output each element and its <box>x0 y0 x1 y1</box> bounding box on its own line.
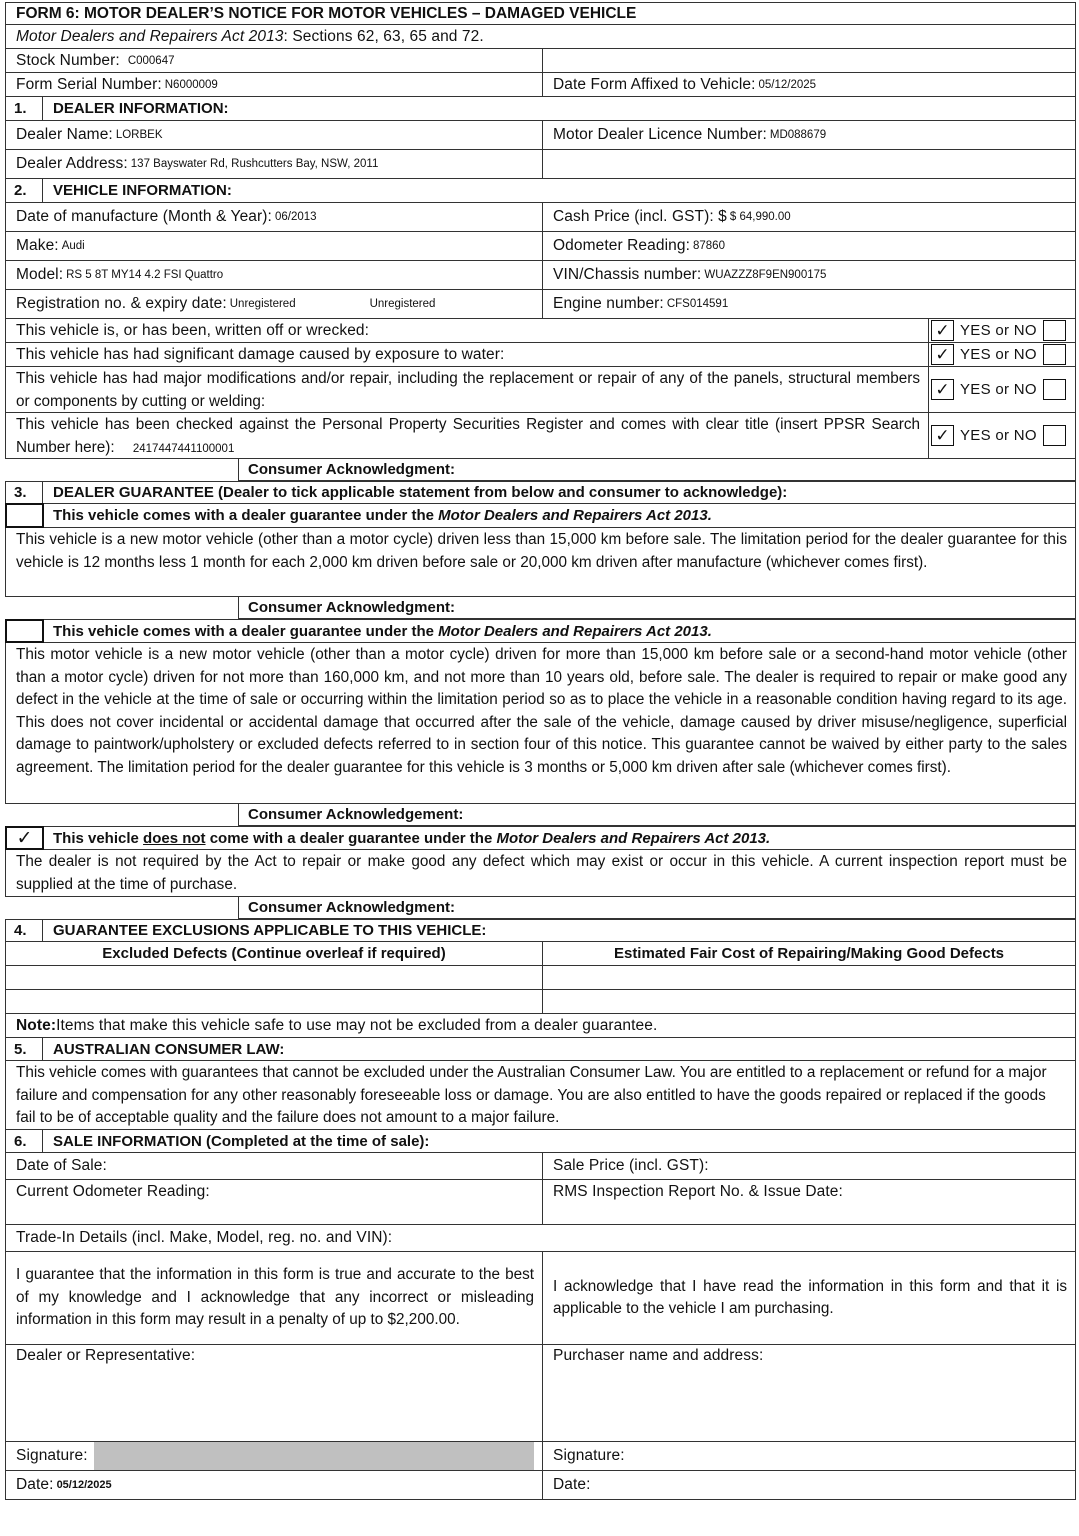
yes-no-selector <box>928 367 1075 412</box>
registration-expiry-value: Unregistered <box>369 298 436 310</box>
act-sections: : Sections 62, 63, 65 and 72. <box>283 27 484 45</box>
model-vin-row <box>5 261 1076 290</box>
guarantee-option-3-body-row <box>5 850 1076 897</box>
cash-price-field[interactable] <box>543 203 1075 231</box>
guarantee-option-1-row <box>5 504 1076 528</box>
engine-number-label: Engine number: <box>553 295 664 312</box>
act-name: Motor Dealers and Repairers Act 2013 <box>16 27 284 45</box>
vin-field[interactable] <box>543 261 1075 289</box>
yes-or-no-label: YES or NO <box>960 427 1037 444</box>
note-text: Items that make this vehicle safe to use may not be excluded from a dealer guarantee. <box>56 1016 658 1034</box>
yes-checkbox[interactable]: ✓ <box>931 425 954 446</box>
dealer-signature-field[interactable] <box>6 1442 543 1470</box>
registration-value: Unregistered <box>229 298 296 310</box>
cash-price-label: Cash Price (incl. GST): $ <box>553 208 727 225</box>
declarations-row <box>5 1252 1076 1345</box>
trade-in-field[interactable]: Trade-In Details (incl. Make, Model, reg. no. and VIN): <box>16 1229 393 1246</box>
manufacture-date-field[interactable] <box>6 203 543 231</box>
engine-number-value: CFS014591 <box>666 298 729 310</box>
question-text: This vehicle has had significant damage caused by exposure to water: <box>16 345 505 363</box>
section-6-number: 6. <box>6 1130 43 1152</box>
section-1-title: DEALER INFORMATION: <box>53 100 229 117</box>
dealer-signature-label: Signature: <box>16 1447 88 1464</box>
yes-no-selector <box>928 413 1075 458</box>
vin-value: WUAZZZ8F9EN900175 <box>704 269 827 281</box>
date-row <box>5 1471 1076 1500</box>
form-serial-field[interactable] <box>6 73 543 96</box>
dealer-name-label: Dealer Name: <box>16 126 113 143</box>
date-affixed-label: Date Form Affixed to Vehicle: <box>553 75 756 93</box>
section-2-header <box>5 179 1076 203</box>
guarantee-option-2-body-row <box>5 643 1076 804</box>
odometer-rms-row <box>5 1180 1076 1225</box>
consumer-law-body-row <box>5 1061 1076 1130</box>
stock-number-blank <box>543 49 1075 72</box>
dealer-address-field[interactable] <box>6 150 543 178</box>
consumer-acknowledgment-row <box>5 597 1076 619</box>
form-serial-label: Form Serial Number: <box>16 75 162 93</box>
guarantee-option-3-checkbox[interactable]: ✓ <box>5 826 44 850</box>
dealer-name-value: LORBEK <box>115 129 163 141</box>
statement-text: This vehicle <box>53 829 139 847</box>
licence-number-value: MD088679 <box>769 129 827 141</box>
question-text: This vehicle is, or has been, written off or wrecked: <box>16 321 370 339</box>
consumer-acknowledgment-field[interactable]: Consumer Acknowledgment: <box>238 459 1076 481</box>
no-checkbox[interactable] <box>1043 379 1066 400</box>
dealer-date-label: Date: <box>16 1476 54 1493</box>
excluded-defects-header: Excluded Defects (Continue overleaf if required) <box>6 942 543 965</box>
yes-no-selector <box>928 319 1075 342</box>
odometer-field[interactable] <box>543 232 1075 260</box>
statement-text: This vehicle comes with a dealer guarantee under the <box>53 507 434 524</box>
parties-row <box>5 1345 1076 1442</box>
vin-label: VIN/Chassis number: <box>553 266 702 283</box>
manufacture-date-label: Date of manufacture (Month & Year): <box>16 208 272 225</box>
make-value: Audi <box>61 240 85 252</box>
dealer-representative-field[interactable]: Dealer or Representative: <box>6 1345 543 1441</box>
act-name: Motor Dealers and Repairers Act 2013. <box>496 829 771 847</box>
dealer-declaration-cell <box>6 1252 543 1344</box>
section-1-header <box>5 97 1076 121</box>
consumer-acknowledgment-row <box>5 459 1076 481</box>
yes-or-no-label: YES or NO <box>960 346 1037 363</box>
yes-or-no-label: YES or NO <box>960 322 1037 339</box>
purchaser-date-field[interactable]: Date: <box>553 1476 591 1493</box>
yes-or-no-label: YES or NO <box>960 381 1037 398</box>
section-4-header <box>5 919 1076 942</box>
guarantee-option-2-body: This motor vehicle is a new motor vehicle (other than a motor cycle) driven for more than 15,000 km before sale or a second-hand motor vehicle (other than a motor cycle) driven for not more than 160,000 km, and not more than 10 years old, before sale. The dealer is required to repair or make good any defect in the vehicle at the time of sale or occurring within the limitation period so as to place the vehicle in a reasonable condition having regard to its age. This does not cover incidental or accidental damage that occurred after the sale of the vehicle, damage caused by driver misuse/negligence, superficial damage to paintwork/upholstery or excluded defects referred to in section four of this notice. This guarantee cannot be waived by either party to the sales agreement. The limitation period for the dealer guarantee for this vehicle is 3 months or 5,000 km driven after sale (whichever comes first). <box>16 646 1067 776</box>
dealer-date-field[interactable] <box>6 1471 543 1499</box>
section-5-number: 5. <box>6 1038 43 1060</box>
damaged-vehicle-notice-form <box>5 2 1076 1500</box>
exclusions-table-row <box>5 990 1076 1014</box>
question-text <box>6 413 928 458</box>
odometer-value: 87860 <box>692 240 725 252</box>
act-name: Motor Dealers and Repairers Act 2013. <box>438 507 712 524</box>
make-label: Make: <box>16 237 59 254</box>
stock-number-field[interactable] <box>6 49 543 72</box>
yes-checkbox[interactable]: ✓ <box>931 379 954 400</box>
guarantee-option-2-checkbox[interactable] <box>5 619 44 643</box>
registration-field[interactable] <box>6 290 543 318</box>
repair-cost-header: Estimated Fair Cost of Repairing/Making Good Defects <box>613 945 1005 962</box>
form-title-row <box>5 2 1076 25</box>
section-3-title: DEALER GUARANTEE (Dealer to tick applicable statement from below and consumer to acknowledge): <box>53 484 788 501</box>
serial-row <box>5 73 1076 97</box>
act-reference <box>6 25 484 48</box>
stock-number-value: C000647 <box>127 54 175 67</box>
section-1-number: 1. <box>6 97 43 120</box>
repair-cost-cell[interactable] <box>543 990 1075 1013</box>
question-row <box>5 319 1076 343</box>
question-text: This vehicle has had major modifications and/or repair, including the replacement or repair of any of the panels, structural members or components by cutting or welding: <box>16 370 920 410</box>
sale-price-field[interactable]: Sale Price (incl. GST): <box>553 1157 709 1174</box>
date-of-sale-field[interactable]: Date of Sale: <box>6 1153 543 1179</box>
guarantee-option-3-body: The dealer is not required by the Act to repair or make good any defect which may exist or occur in this vehicle. A current inspection report must be supplied at the time of purchase. <box>16 853 1067 893</box>
model-label: Model: <box>16 266 64 283</box>
dealer-declaration: I guarantee that the information in this form is true and accurate to the best of my knowledge and I acknowledge that any incorrect or misleading information in this form may result in a penalty of up to $2,200.00. <box>16 1266 534 1329</box>
section-2-number: 2. <box>6 179 43 202</box>
dealer-address-blank <box>543 150 1075 178</box>
repair-cost-cell[interactable] <box>543 966 1075 989</box>
model-field[interactable] <box>6 261 543 289</box>
guarantee-option-2-row <box>5 619 1076 643</box>
guarantee-option-3-row <box>5 826 1076 850</box>
exclusions-note <box>6 1014 657 1037</box>
rms-inspection-field[interactable]: RMS Inspection Report No. & Issue Date: <box>553 1183 843 1200</box>
dealer-address-label: Dealer Address: <box>16 155 128 172</box>
statement-text: come with a dealer guarantee under the <box>209 829 493 847</box>
consumer-acknowledgment-row <box>5 897 1076 919</box>
rego-engine-row <box>5 290 1076 319</box>
trade-in-row <box>5 1225 1076 1252</box>
licence-number-label: Motor Dealer Licence Number: <box>553 126 767 143</box>
excluded-defect-cell[interactable] <box>6 990 543 1013</box>
purchaser-signature-field[interactable]: Signature: <box>553 1447 625 1464</box>
act-reference-row <box>5 25 1076 49</box>
does-not-emphasis: does not <box>143 829 206 847</box>
make-field[interactable] <box>6 232 543 260</box>
exclusions-table-row <box>5 966 1076 990</box>
section-3-header <box>5 481 1076 504</box>
registration-label: Registration no. & expiry date: <box>16 295 227 312</box>
section-3-number: 3. <box>6 482 43 503</box>
guarantee-option-3-statement <box>44 827 770 849</box>
question-row <box>5 367 1076 413</box>
cash-price-value: $ 64,990.00 <box>729 211 791 223</box>
yes-no-selector <box>928 343 1075 366</box>
guarantee-option-1-body: This vehicle is a new motor vehicle (other than a motor cycle) driven less than 15,000 km before sale. The limitation period for the dealer guarantee for this vehicle is 12 months less 1 month for each 2,000 km driven before sale or 20,000 km driven after manufacture (whichever comes first). <box>16 531 1067 571</box>
ppsr-question-label: This vehicle has been checked against the Personal Property Securities Register and comes with clear title (insert PPSR Search Number here): <box>16 416 920 456</box>
ppsr-question-row <box>5 413 1076 459</box>
guarantee-option-1-body-row <box>5 528 1076 597</box>
dealer-address-value: 137 Bayswater Rd, Rushcutters Bay, NSW, 2011 <box>130 158 379 170</box>
manufacture-price-row <box>5 203 1076 232</box>
purchaser-name-address-field[interactable]: Purchaser name and address: <box>553 1347 764 1364</box>
purchaser-declaration-cell <box>543 1252 1075 1344</box>
form-title: FORM 6: MOTOR DEALER’S NOTICE FOR MOTOR VEHICLES – DAMAGED VEHICLE <box>16 4 637 22</box>
current-odometer-field[interactable]: Current Odometer Reading: <box>6 1180 543 1224</box>
stock-number-label: Stock Number: <box>16 51 120 69</box>
section-6-title: SALE INFORMATION (Completed at the time of sale): <box>53 1132 430 1150</box>
form-serial-value: N6000009 <box>164 78 218 91</box>
date-affixed-field[interactable] <box>543 73 1075 96</box>
no-checkbox[interactable] <box>1043 425 1066 446</box>
dealer-signature-redacted <box>94 1442 534 1470</box>
section-4-title: GUARANTEE EXCLUSIONS APPLICABLE TO THIS VEHICLE: <box>53 922 487 939</box>
date-affixed-value: 05/12/2025 <box>758 78 817 91</box>
note-label: Note: <box>16 1016 57 1034</box>
yes-checkbox[interactable]: ✓ <box>931 320 954 341</box>
statement-text: This vehicle comes with a dealer guarantee under the <box>53 622 434 640</box>
licence-number-field[interactable] <box>543 121 1075 149</box>
ppsr-search-number: 2417447441100001 <box>132 442 235 455</box>
consumer-acknowledgement-row <box>5 804 1076 826</box>
engine-number-field[interactable] <box>543 290 1075 318</box>
section-4-number: 4. <box>6 920 43 941</box>
stock-number-row <box>5 49 1076 73</box>
guarantee-option-1-checkbox[interactable] <box>5 503 44 528</box>
dealer-name-row <box>5 121 1076 150</box>
dealer-address-row <box>5 150 1076 179</box>
excluded-defect-cell[interactable] <box>6 966 543 989</box>
no-checkbox[interactable] <box>1043 344 1066 365</box>
yes-checkbox[interactable]: ✓ <box>931 344 954 365</box>
consumer-law-body: This vehicle comes with guarantees that cannot be excluded under the Australian Consumer Law. You are entitled to a replacement or refund for a major failure and compensation for any other reasonably foreseeable loss or damage. You are also entitled to have the goods repaired or replaced if the goods fail to be of acceptable quality and the failure does not amount to a major failure. <box>16 1064 1047 1126</box>
section-5-header <box>5 1038 1076 1061</box>
make-odometer-row <box>5 232 1076 261</box>
question-row <box>5 343 1076 367</box>
consumer-acknowledgement-field[interactable]: Consumer Acknowledgement: <box>238 804 1076 826</box>
sale-date-price-row <box>5 1153 1076 1180</box>
section-2-title: VEHICLE INFORMATION: <box>53 182 232 199</box>
section-5-title: AUSTRALIAN CONSUMER LAW: <box>53 1040 285 1058</box>
odometer-label: Odometer Reading: <box>553 237 690 254</box>
guarantee-option-2-statement <box>44 620 712 642</box>
dealer-name-field[interactable] <box>6 121 543 149</box>
act-name: Motor Dealers and Repairers Act 2013. <box>438 622 712 640</box>
manufacture-date-value: 06/2013 <box>274 211 317 223</box>
model-value: RS 5 8T MY14 4.2 FSI Quattro <box>66 269 224 281</box>
no-checkbox[interactable] <box>1043 320 1066 341</box>
section-6-header <box>5 1130 1076 1153</box>
consumer-acknowledgment-field[interactable]: Consumer Acknowledgment: <box>238 897 1076 919</box>
purchaser-declaration: I acknowledge that I have read the information in this form and that it is applicable to the vehicle I am purchasing. <box>553 1277 1067 1317</box>
dealer-date-value: 05/12/2025 <box>56 1479 112 1491</box>
exclusions-note-row <box>5 1014 1076 1038</box>
signature-row <box>5 1442 1076 1471</box>
consumer-acknowledgment-field[interactable]: Consumer Acknowledgment: <box>238 597 1076 619</box>
guarantee-option-1-statement <box>44 504 712 527</box>
exclusions-table-header <box>5 942 1076 966</box>
